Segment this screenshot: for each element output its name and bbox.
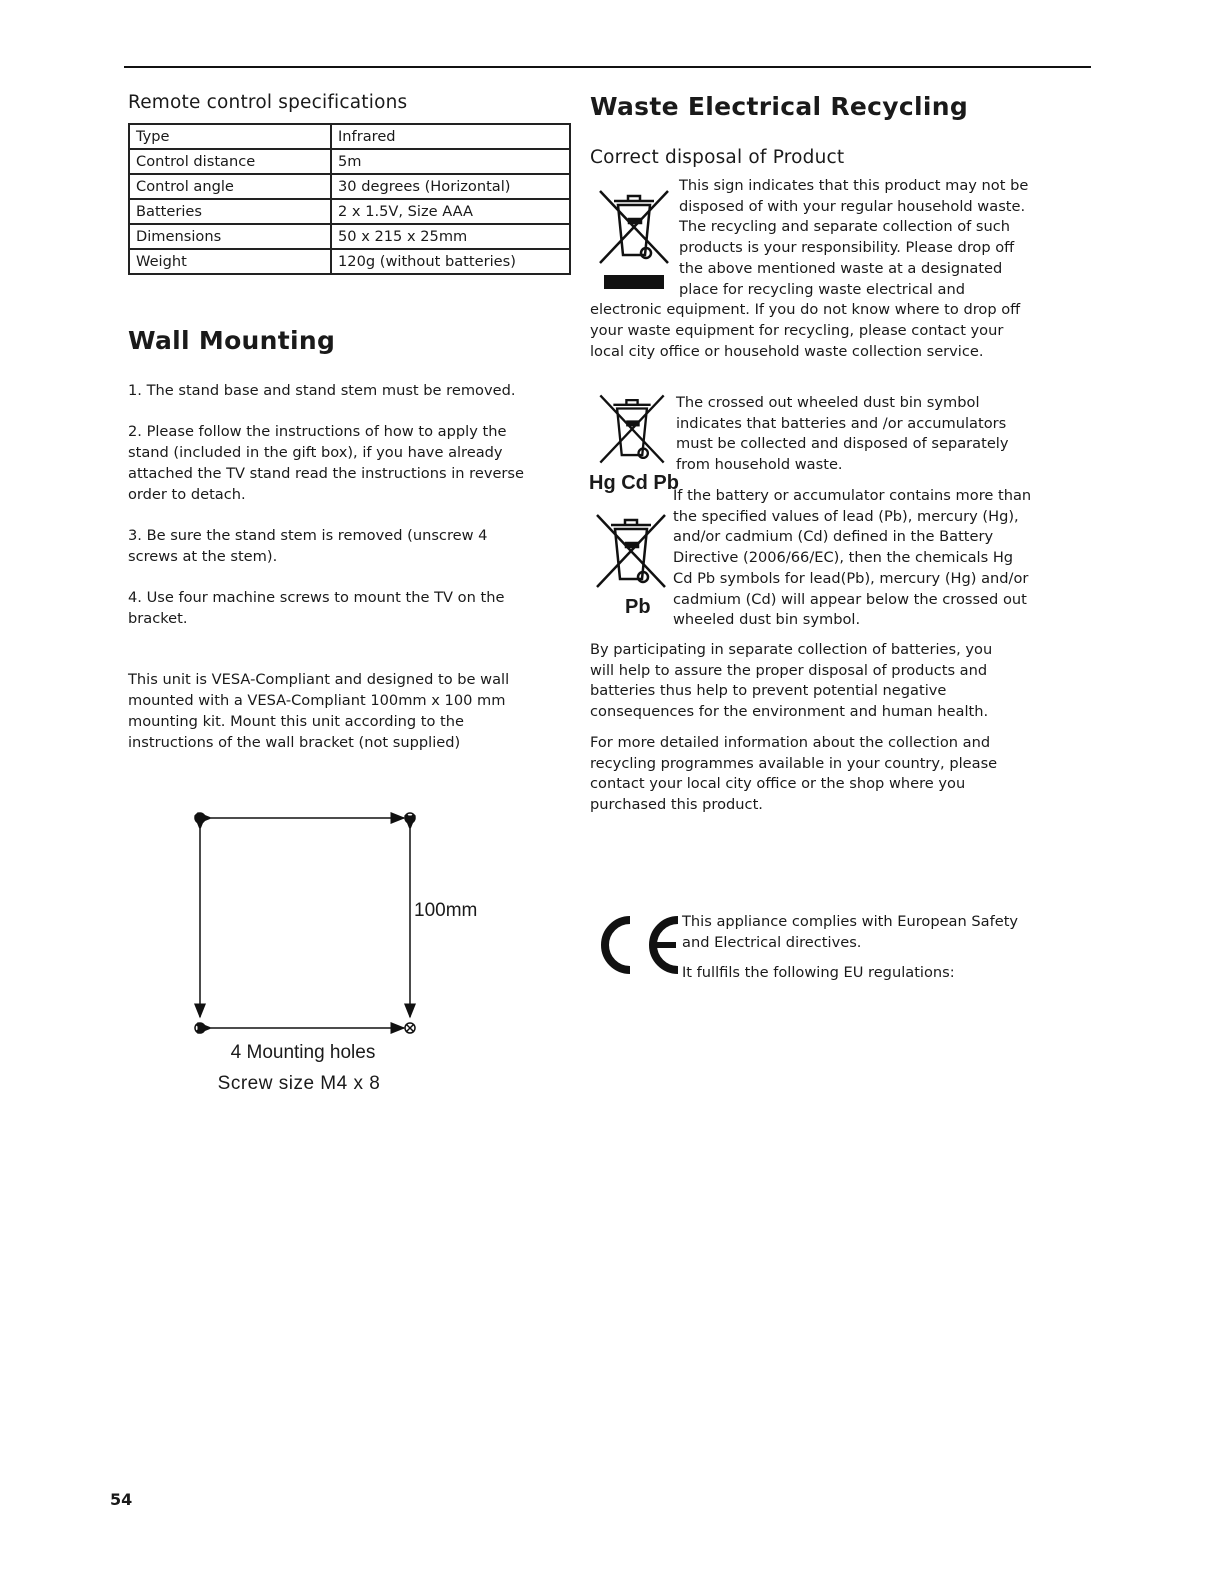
spec-row (129, 174, 570, 199)
remote-spec-table (128, 123, 571, 275)
dimension-label: 100mm (414, 900, 478, 921)
waste-subtitle: Correct disposal of Product (590, 147, 845, 168)
battery-bin-icon (592, 388, 672, 474)
spec-value: 5m (331, 149, 570, 174)
ce-text-1: This appliance complies with European Safety and Electrical directives. (682, 913, 1019, 951)
waste-paragraph-3: If the battery or accumulator contains more than the specified values of lead (Pb), mercury (Hg), and/or cadmium (Cd) defined in the Battery Directive (2006/66/EC), then the chemicals Hg Cd Pb symbols for lead(Pb), mercury (Hg) and/or cadmium (Cd) will appear below the crossed out wheeled dust bin symbol. (673, 487, 1032, 629)
vesa-text: This unit is VESA-Compliant and designed to be wall mounted with a VESA-Compliant 100mm x 100 mm mounting kit. Mount this unit according to the instructions of the wall bracket (not supplied) (128, 671, 510, 751)
diagram-caption-2: Screw size M4 x 8 (217, 1073, 381, 1094)
spec-label: Control distance (129, 149, 331, 174)
spec-row (129, 249, 570, 274)
page-number: 54 (110, 1490, 133, 1509)
waste-title: Waste Electrical Recycling (590, 92, 969, 121)
lead-symbol: Pb (625, 596, 651, 618)
wall-mounting-title: Wall Mounting (128, 326, 336, 355)
wall-steps (128, 381, 546, 753)
waste-paragraph-2: The crossed out wheeled dust bin symbol indicates that batteries and /or accumulators must be collected and disposed of separately from household waste. (676, 394, 1009, 474)
spec-value: 30 degrees (Horizontal) (331, 174, 570, 199)
mounting-diagram (185, 805, 430, 1045)
spec-label: Batteries (129, 199, 331, 224)
spec-label: Type (129, 124, 331, 149)
spec-row (129, 199, 570, 224)
step-4: 4. Use four machine screws to mount the TV on the bracket. (128, 588, 505, 627)
ce-text-2: It fullfils the following EU regulations: (682, 964, 955, 981)
spec-label: Weight (129, 249, 331, 274)
spec-row (129, 224, 570, 249)
spec-label: Control angle (129, 174, 331, 199)
waste-paragraph-5: For more detailed information about the collection and recycling programmes available in your country, please contact your local city office or the shop where you purchased this product. (590, 734, 998, 814)
spec-row (129, 149, 570, 174)
top-rule (124, 66, 1091, 68)
chemical-symbols: Hg Cd Pb (589, 472, 679, 494)
spec-row (129, 124, 570, 149)
spec-label: Dimensions (129, 224, 331, 249)
spec-value: 120g (without batteries) (331, 249, 570, 274)
spec-value: 2 x 1.5V, Size AAA (331, 199, 570, 224)
spec-value: 50 x 215 x 25mm (331, 224, 570, 249)
waste-paragraph-1: This sign indicates that this product may not be disposed of with your regular household waste. The recycling and separate collection of such products is your responsibility. Please drop off the above mentioned waste at a designated place for recycling waste electrical and electronic equipment. If you do not know where to drop off your waste equipment for recycling, please contact your local city office or household waste collection service. (590, 177, 1029, 360)
step-3: 3. Be sure the stand stem is removed (unscrew 4 screws at the stem). (128, 526, 488, 565)
waste-paragraph-4: By participating in separate collection of batteries, you will help to assure the proper disposal of products and batteries thus help to prevent potential negative consequences for the environment and human health. (590, 641, 993, 721)
screw-hole-icons (195, 813, 415, 1033)
diagram-caption-1: 4 Mounting holes (230, 1042, 376, 1063)
battery-bin-pb-icon (588, 507, 674, 599)
ce-mark-icon (596, 914, 682, 976)
spec-value: Infrared (331, 124, 570, 149)
remote-spec-title: Remote control specifications (128, 92, 408, 113)
step-2: 2. Please follow the instructions of how to apply the stand (included in the gift box), if you have already attached the TV stand read the instructions in reverse order to detach. (128, 423, 525, 503)
step-1: 1. The stand base and stand stem must be removed. (128, 382, 516, 399)
